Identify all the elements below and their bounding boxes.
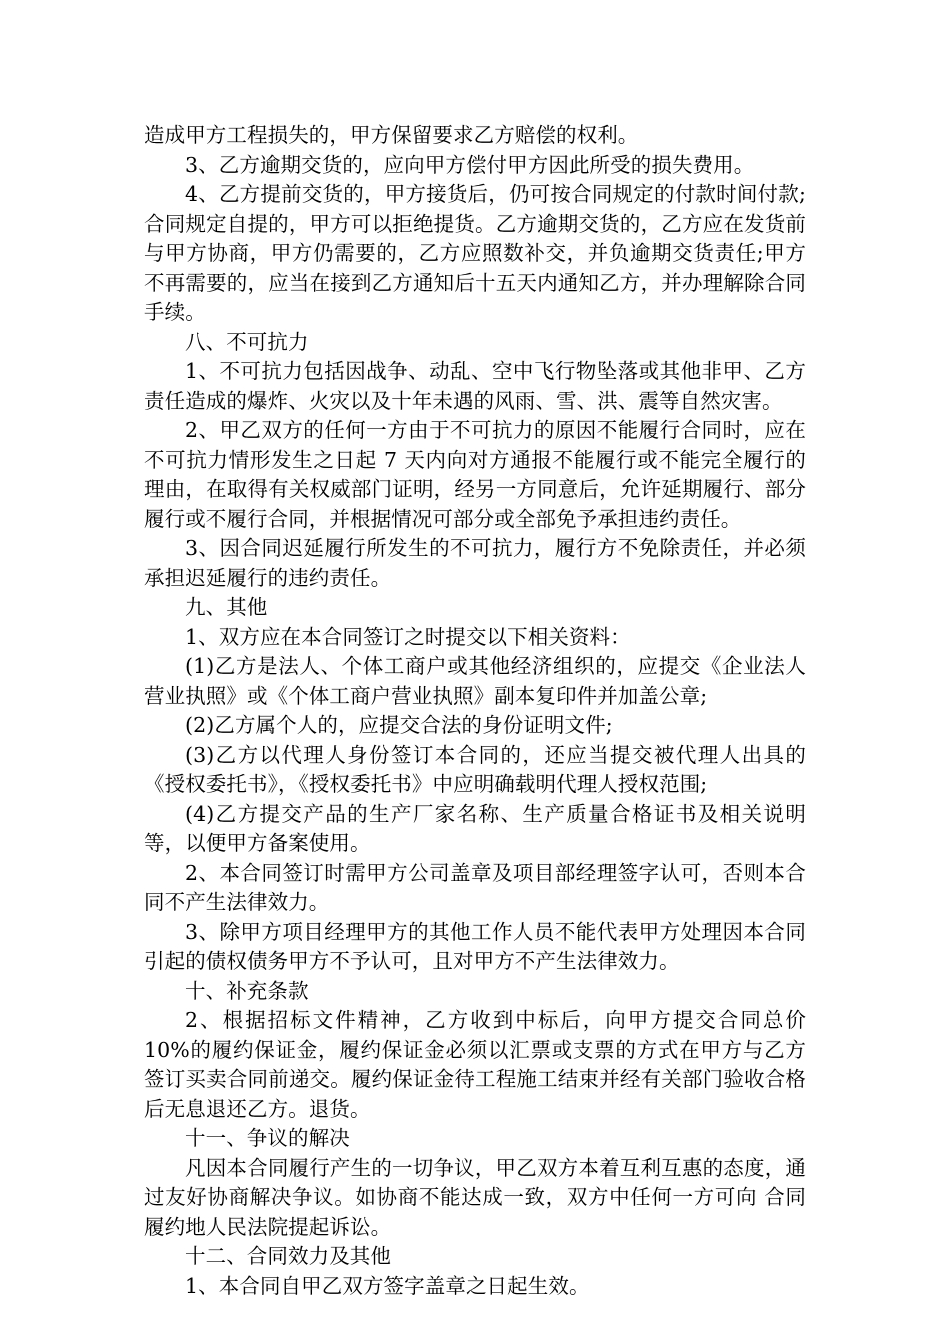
paragraph: 十一、争议的解决 bbox=[185, 1126, 350, 1150]
paragraph: 3、除甲方项目经理甲方的其他工作人员不能代表甲方处理因本合同引起的债权债务甲方不予认可，且对甲方不产生法律效力。 bbox=[144, 919, 806, 973]
paragraph: (4)乙方提交产品的生产厂家名称、生产质量合格证书及相关说明等，以便甲方备案使用。 bbox=[144, 801, 806, 855]
paragraph: 八、不可抗力 bbox=[185, 329, 309, 354]
paragraph: 造成甲方工程损失的，甲方保留要求乙方赔偿的权利。 bbox=[144, 123, 639, 147]
paragraph: 2、根据招标文件精神，乙方收到中标后，向甲方提交合同总价 10%的履约保证金，履约保证金必须以汇票或支票的方式在甲方与乙方签订买卖合同前递交。履约保证金待工程施工结束并经有关部门验收合格后无息退还乙方。退货。 bbox=[144, 1008, 806, 1121]
paragraph: 十、补充条款 bbox=[185, 978, 309, 1003]
paragraph: 3、因合同迟延履行所发生的不可抗力，履行方不免除责任，并必须承担迟延履行的违约责任。 bbox=[144, 536, 806, 590]
paragraph: 3、乙方逾期交货的，应向甲方偿付甲方因此所受的损失费用。 bbox=[185, 152, 755, 177]
paragraph: 2、本合同签订时需甲方公司盖章及项目部经理签字认可，否则本合同不产生法律效力。 bbox=[144, 860, 806, 914]
paragraph: 1、本合同自甲乙双方签字盖章之日起生效。 bbox=[185, 1273, 590, 1298]
paragraph: 九、其他 bbox=[185, 595, 268, 619]
document-body bbox=[144, 121, 806, 1301]
paragraph: 4、乙方提前交货的，甲方接货后，仍可按合同规定的付款时间付款;合同规定自提的，甲方可以拒绝提货。乙方逾期交货的，乙方应在发货前与甲方协商，甲方仍需要的，乙方应照数补交，并负逾期交货责任;甲方不再需要的，应当在接到乙方通知后十五天内通知乙方，并办理解除合同手续。 bbox=[144, 182, 806, 324]
paragraph: 1、不可抗力包括因战争、动乱、空中飞行物坠落或其他非甲、乙方责任造成的爆炸、火灾以及十年未遇的风雨、雪、洪、震等自然灾害。 bbox=[144, 359, 806, 413]
paragraph: (1)乙方是法人、个体工商户或其他经济组织的，应提交《企业法人营业执照》或《个体工商户营业执照》副本复印件并加盖公章; bbox=[144, 654, 806, 708]
paragraph: 1、双方应在本合同签订之时提交以下相关资料： bbox=[185, 624, 631, 649]
paragraph: (3)乙方以代理人身份签订本合同的，还应当提交被代理人出具的《授权委托书》，《授权委托书》中应明确载明代理人授权范围; bbox=[144, 742, 806, 796]
paragraph: 凡因本合同履行产生的一切争议，甲乙双方本着互利互惠的态度，通过友好协商解决争议。如协商不能达成一致，双方中任何一方可向 合同履约地人民法院提起诉讼。 bbox=[144, 1155, 806, 1239]
paragraph: 2、甲乙双方的任何一方由于不可抗力的原因不能履行合同时，应在不可抗力情形发生之日起 7 天内向对方通报不能履行或不能完全履行的理由，在取得有关权威部门证明，经另一方同意后，允许延期履行、部分履行或不履行合同，并根据情况可部分或全部免予承担违约责任。 bbox=[144, 418, 806, 531]
paragraph: (2)乙方属个人的，应提交合法的身份证明文件; bbox=[185, 713, 613, 737]
paragraph: 十二、合同效力及其他 bbox=[185, 1244, 391, 1268]
